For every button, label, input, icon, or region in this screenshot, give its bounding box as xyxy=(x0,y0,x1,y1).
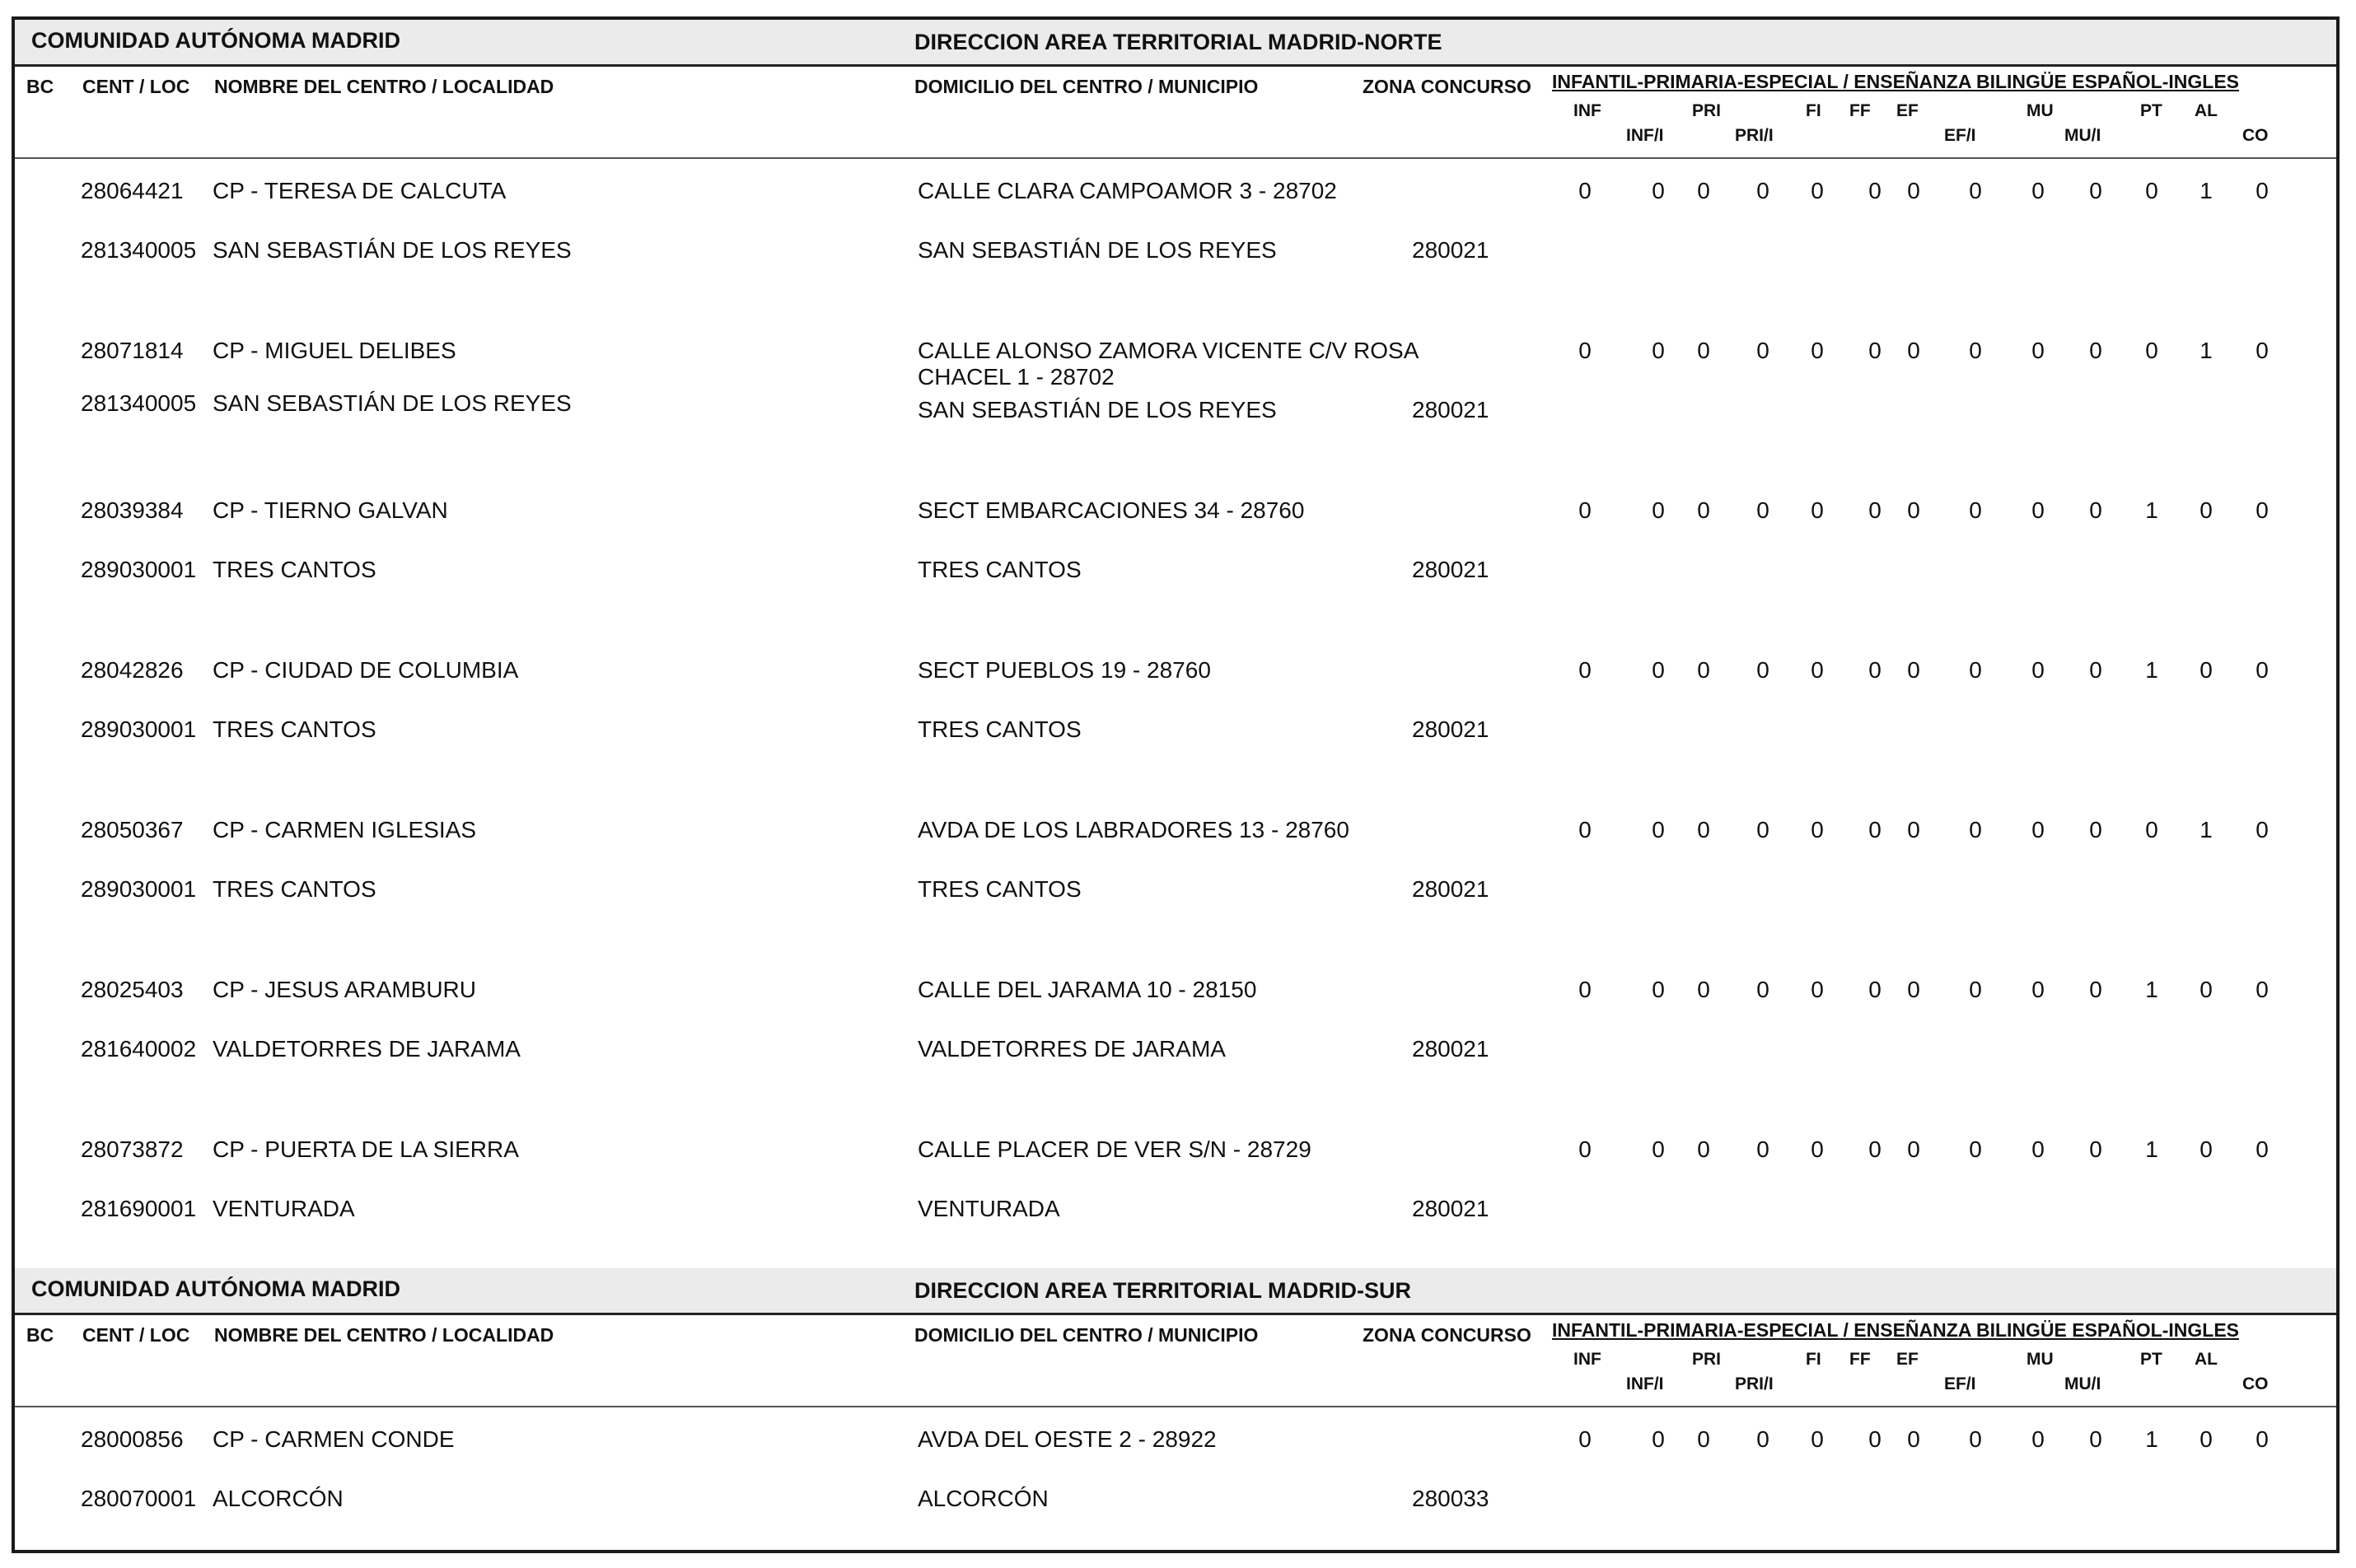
vacancy-value: 0 xyxy=(1811,657,1824,683)
vacancy-value: 0 xyxy=(1578,497,1592,523)
vacancy-value: 0 xyxy=(2031,338,2045,363)
vacancy-value: 0 xyxy=(1907,178,1920,203)
municipio-name: TRES CANTOS xyxy=(918,876,1082,902)
vacancy-value: 0 xyxy=(2031,497,2045,523)
direccion-title: DIRECCION AREA TERRITORIAL MADRID-SUR xyxy=(914,1278,1412,1303)
header-sub-mu: MU xyxy=(2026,1350,2054,1369)
document-frame xyxy=(12,16,2340,1553)
vacancy-value: 0 xyxy=(1652,817,1665,842)
locality-name: TRES CANTOS xyxy=(213,876,376,902)
centre-name: CP - MIGUEL DELIBES xyxy=(213,338,456,363)
vacancy-value: 0 xyxy=(1868,1426,1882,1452)
vacancy-value: 0 xyxy=(1811,977,1824,1002)
centre-name: CP - TERESA DE CALCUTA xyxy=(213,178,507,203)
centre-address: CALLE ALONSO ZAMORA VICENTE C/V ROSA xyxy=(918,338,1419,363)
vacancy-value: 1 xyxy=(2145,977,2158,1002)
vacancy-value: 0 xyxy=(1697,977,1710,1002)
vacancy-value: 0 xyxy=(1868,338,1882,363)
vacancy-value: 0 xyxy=(2089,817,2102,842)
vacancy-value: 0 xyxy=(2255,178,2269,203)
header-sub-pri-i: PRI/I xyxy=(1735,126,1774,145)
vacancy-value: 0 xyxy=(1652,178,1665,203)
vacancy-value: 0 xyxy=(2089,497,2102,523)
vacancy-value: 0 xyxy=(1697,497,1710,523)
vacancy-value: 0 xyxy=(1868,817,1882,842)
header-sub-co: CO xyxy=(2242,1374,2269,1393)
vacancy-value: 0 xyxy=(1907,338,1920,363)
header-sub-mu-i: MU/I xyxy=(2064,126,2101,145)
centre-address: CALLE DEL JARAMA 10 - 28150 xyxy=(918,977,1257,1002)
vacancy-value: 0 xyxy=(1756,178,1769,203)
vacancy-value: 0 xyxy=(2255,497,2269,523)
locality-name: VALDETORRES DE JARAMA xyxy=(213,1036,521,1062)
vacancy-value: 0 xyxy=(1868,178,1882,203)
vacancy-value: 0 xyxy=(1652,657,1665,683)
header-sub-pri: PRI xyxy=(1692,101,1722,120)
vacancy-value: 0 xyxy=(2031,977,2045,1002)
vacancy-value: 0 xyxy=(2255,1426,2269,1452)
municipio-name: TRES CANTOS xyxy=(918,557,1082,582)
locality-code: 281690001 xyxy=(81,1196,197,1221)
column-header xyxy=(15,67,2336,159)
locality-code: 289030001 xyxy=(81,876,197,902)
locality-name: VENTURADA xyxy=(213,1196,355,1221)
vacancy-value: 0 xyxy=(1756,1426,1769,1452)
vacancy-value: 0 xyxy=(1969,497,1982,523)
vacancy-value: 0 xyxy=(1697,338,1710,363)
vacancy-value: 0 xyxy=(2255,977,2269,1002)
vacancy-value: 0 xyxy=(1811,817,1824,842)
header-sub-ff: FF xyxy=(1849,1350,1871,1369)
header-sub-inf-i: INF/I xyxy=(1626,126,1664,145)
vacancy-value: 0 xyxy=(1578,178,1592,203)
vacancy-value: 0 xyxy=(1811,497,1824,523)
vacancy-value: 0 xyxy=(1697,178,1710,203)
vacancy-value: 0 xyxy=(1907,657,1920,683)
zona-code: 280021 xyxy=(1412,716,1489,742)
centre-address: AVDA DEL OESTE 2 - 28922 xyxy=(918,1426,1217,1452)
vacancy-value: 0 xyxy=(1811,1426,1824,1452)
locality-name: SAN SEBASTIÁN DE LOS REYES xyxy=(213,390,572,416)
municipio-name: SAN SEBASTIÁN DE LOS REYES xyxy=(918,397,1277,422)
locality-name: SAN SEBASTIÁN DE LOS REYES xyxy=(213,237,572,263)
centre-code: 28039384 xyxy=(81,497,184,523)
vacancy-value: 0 xyxy=(1578,977,1592,1002)
vacancy-value: 0 xyxy=(1969,817,1982,842)
header-nombre: NOMBRE DEL CENTRO / LOCALIDAD xyxy=(214,76,554,97)
vacancy-value: 0 xyxy=(2145,338,2158,363)
vacancy-value: 0 xyxy=(1578,657,1592,683)
header-sub-al: AL xyxy=(2195,101,2218,120)
vacancy-value: 1 xyxy=(2145,497,2158,523)
header-sub-inf: INF xyxy=(1573,101,1601,120)
vacancy-value: 1 xyxy=(2199,817,2213,842)
vacancy-value: 0 xyxy=(2031,1426,2045,1452)
zona-code: 280021 xyxy=(1412,876,1489,902)
header-domicilio: DOMICILIO DEL CENTRO / MUNICIPIO xyxy=(914,1324,1259,1346)
zona-code: 280021 xyxy=(1412,1036,1489,1062)
vacancy-value: 0 xyxy=(2089,657,2102,683)
vacancy-value: 0 xyxy=(2089,1136,2102,1162)
vacancy-value: 1 xyxy=(2199,338,2213,363)
vacancy-value: 0 xyxy=(1756,977,1769,1002)
locality-code: 281340005 xyxy=(81,237,197,263)
zona-code: 280021 xyxy=(1412,237,1489,263)
vacancy-value: 0 xyxy=(1811,178,1824,203)
locality-name: TRES CANTOS xyxy=(213,557,376,582)
vacancy-value: 0 xyxy=(1697,657,1710,683)
vacancy-value: 0 xyxy=(2199,1136,2213,1162)
centre-name: CP - CARMEN IGLESIAS xyxy=(213,817,477,842)
centre-code: 28064421 xyxy=(81,178,184,203)
centre-code: 28025403 xyxy=(81,977,184,1002)
vacancy-value: 0 xyxy=(1756,657,1769,683)
vacancy-value: 0 xyxy=(2255,338,2269,363)
vacancy-value: 0 xyxy=(2089,338,2102,363)
locality-code: 289030001 xyxy=(81,557,197,582)
header-sub-ff: FF xyxy=(1849,101,1871,120)
vacancy-value: 0 xyxy=(1868,657,1882,683)
vacancy-value: 0 xyxy=(2031,817,2045,842)
vacancy-value: 0 xyxy=(1907,497,1920,523)
centre-name: CP - TIERNO GALVAN xyxy=(213,497,448,523)
header-sub-mu-i: MU/I xyxy=(2064,1374,2101,1393)
vacancy-value: 0 xyxy=(1578,817,1592,842)
zona-code: 280021 xyxy=(1412,557,1489,582)
vacancy-value: 0 xyxy=(1907,1426,1920,1452)
header-sub-pri-i: PRI/I xyxy=(1735,1374,1774,1393)
municipio-name: VALDETORRES DE JARAMA xyxy=(918,1036,1226,1062)
locality-code: 281340005 xyxy=(81,390,197,416)
header-sub-ef-i: EF/I xyxy=(1944,1374,1976,1393)
vacancy-value: 0 xyxy=(2199,657,2213,683)
section-band xyxy=(15,20,2336,67)
zona-code: 280033 xyxy=(1412,1486,1489,1511)
locality-code: 289030001 xyxy=(81,716,197,742)
vacancy-value: 1 xyxy=(2145,1426,2158,1452)
locality-code: 281640002 xyxy=(81,1036,197,1062)
vacancy-value: 0 xyxy=(1969,1136,1982,1162)
vacancy-value: 0 xyxy=(1578,1426,1592,1452)
header-sub-ef: EF xyxy=(1896,101,1919,120)
locality-code: 280070001 xyxy=(81,1486,197,1511)
header-group: INFANTIL-PRIMARIA-ESPECIAL / ENSEÑANZA BILINGÜE ESPAÑOL-INGLES xyxy=(1552,1319,2239,1341)
centre-code: 28042826 xyxy=(81,657,184,683)
centre-code: 28073872 xyxy=(81,1136,184,1162)
vacancy-value: 0 xyxy=(2089,178,2102,203)
vacancy-value: 0 xyxy=(1756,817,1769,842)
header-sub-co: CO xyxy=(2242,126,2269,145)
municipio-name: ALCORCÓN xyxy=(918,1486,1049,1511)
vacancy-value: 1 xyxy=(2145,1136,2158,1162)
vacancy-value: 0 xyxy=(2089,1426,2102,1452)
vacancy-value: 0 xyxy=(1969,1426,1982,1452)
centre-address: AVDA DE LOS LABRADORES 13 - 28760 xyxy=(918,817,1349,842)
header-sub-ef: EF xyxy=(1896,1350,1919,1369)
vacancy-value: 0 xyxy=(1969,178,1982,203)
vacancy-value: 0 xyxy=(1969,977,1982,1002)
vacancy-value: 0 xyxy=(1756,338,1769,363)
vacancy-value: 0 xyxy=(1811,338,1824,363)
vacancy-value: 0 xyxy=(1969,657,1982,683)
header-zona: ZONA CONCURSO xyxy=(1363,1324,1531,1346)
zona-code: 280021 xyxy=(1412,1196,1489,1221)
zona-code: 280021 xyxy=(1412,397,1489,422)
vacancy-value: 0 xyxy=(1652,1426,1665,1452)
vacancy-value: 0 xyxy=(1652,338,1665,363)
header-sub-mu: MU xyxy=(2026,101,2054,120)
vacancy-value: 0 xyxy=(1969,338,1982,363)
header-bc: BC xyxy=(26,1324,54,1346)
header-cent-loc: CENT / LOC xyxy=(82,76,190,97)
comunidad-title: COMUNIDAD AUTÓNOMA MADRID xyxy=(31,28,400,53)
centre-name: CP - JESUS ARAMBURU xyxy=(213,977,476,1002)
column-header xyxy=(15,1315,2336,1407)
vacancy-value: 0 xyxy=(2089,977,2102,1002)
vacancy-value: 0 xyxy=(1697,1136,1710,1162)
vacancy-value: 0 xyxy=(1907,1136,1920,1162)
header-sub-pt: PT xyxy=(2140,1350,2162,1369)
vacancy-value: 0 xyxy=(2031,657,2045,683)
vacancy-value: 0 xyxy=(1652,497,1665,523)
locality-name: ALCORCÓN xyxy=(213,1486,344,1511)
vacancy-value: 0 xyxy=(1811,1136,1824,1162)
header-sub-al: AL xyxy=(2195,1350,2218,1369)
vacancy-value: 0 xyxy=(1756,497,1769,523)
header-sub-fi: FI xyxy=(1806,101,1821,120)
centre-code: 28000856 xyxy=(81,1426,184,1452)
vacancy-value: 0 xyxy=(1907,977,1920,1002)
municipio-name: SAN SEBASTIÁN DE LOS REYES xyxy=(918,237,1277,263)
vacancy-value: 0 xyxy=(1652,1136,1665,1162)
header-nombre: NOMBRE DEL CENTRO / LOCALIDAD xyxy=(214,1324,554,1346)
vacancy-value: 0 xyxy=(2255,817,2269,842)
vacancy-value: 0 xyxy=(2031,178,2045,203)
header-sub-fi: FI xyxy=(1806,1350,1821,1369)
comunidad-title: COMUNIDAD AUTÓNOMA MADRID xyxy=(31,1276,400,1301)
vacancy-value: 1 xyxy=(2145,657,2158,683)
vacancy-value: 0 xyxy=(1578,338,1592,363)
vacancy-value: 0 xyxy=(2255,657,2269,683)
vacancy-value: 0 xyxy=(1868,977,1882,1002)
centre-code: 28071814 xyxy=(81,338,184,363)
vacancy-value: 0 xyxy=(1697,1426,1710,1452)
vacancy-value: 0 xyxy=(1868,497,1882,523)
municipio-name: TRES CANTOS xyxy=(918,716,1082,742)
header-zona: ZONA CONCURSO xyxy=(1363,76,1531,97)
vacancy-value: 0 xyxy=(1697,817,1710,842)
header-bc: BC xyxy=(26,76,54,97)
vacancy-value: 0 xyxy=(2255,1136,2269,1162)
centre-name: CP - PUERTA DE LA SIERRA xyxy=(213,1136,519,1162)
header-sub-inf: INF xyxy=(1573,1350,1601,1369)
vacancy-value: 0 xyxy=(1652,977,1665,1002)
vacancy-value: 0 xyxy=(2145,817,2158,842)
centre-address: CHACEL 1 - 28702 xyxy=(918,364,1115,390)
header-domicilio: DOMICILIO DEL CENTRO / MUNICIPIO xyxy=(914,76,1259,97)
header-sub-pri: PRI xyxy=(1692,1350,1722,1369)
vacancy-value: 0 xyxy=(1578,1136,1592,1162)
centre-address: SECT PUEBLOS 19 - 28760 xyxy=(918,657,1211,683)
centre-address: CALLE CLARA CAMPOAMOR 3 - 28702 xyxy=(918,178,1337,203)
municipio-name: VENTURADA xyxy=(918,1196,1060,1221)
vacancy-value: 0 xyxy=(1756,1136,1769,1162)
vacancy-value: 0 xyxy=(1868,1136,1882,1162)
vacancy-value: 0 xyxy=(2199,1426,2213,1452)
vacancy-value: 0 xyxy=(2199,977,2213,1002)
header-group: INFANTIL-PRIMARIA-ESPECIAL / ENSEÑANZA BILINGÜE ESPAÑOL-INGLES xyxy=(1552,71,2239,92)
vacancy-value: 0 xyxy=(1907,817,1920,842)
direccion-title: DIRECCION AREA TERRITORIAL MADRID-NORTE xyxy=(914,30,1442,54)
header-cent-loc: CENT / LOC xyxy=(82,1324,190,1346)
centre-address: CALLE PLACER DE VER S/N - 28729 xyxy=(918,1136,1311,1162)
vacancy-value: 0 xyxy=(2031,1136,2045,1162)
header-sub-pt: PT xyxy=(2140,101,2162,120)
header-sub-inf-i: INF/I xyxy=(1626,1374,1664,1393)
centre-code: 28050367 xyxy=(81,817,184,842)
centre-name: CP - CARMEN CONDE xyxy=(213,1426,455,1452)
header-sub-ef-i: EF/I xyxy=(1944,126,1976,145)
centre-name: CP - CIUDAD DE COLUMBIA xyxy=(213,657,519,683)
vacancy-value: 0 xyxy=(2145,178,2158,203)
vacancy-value: 0 xyxy=(2199,497,2213,523)
vacancy-value: 1 xyxy=(2199,178,2213,203)
centre-address: SECT EMBARCACIONES 34 - 28760 xyxy=(918,497,1305,523)
locality-name: TRES CANTOS xyxy=(213,716,376,742)
section-band xyxy=(15,1268,2336,1315)
